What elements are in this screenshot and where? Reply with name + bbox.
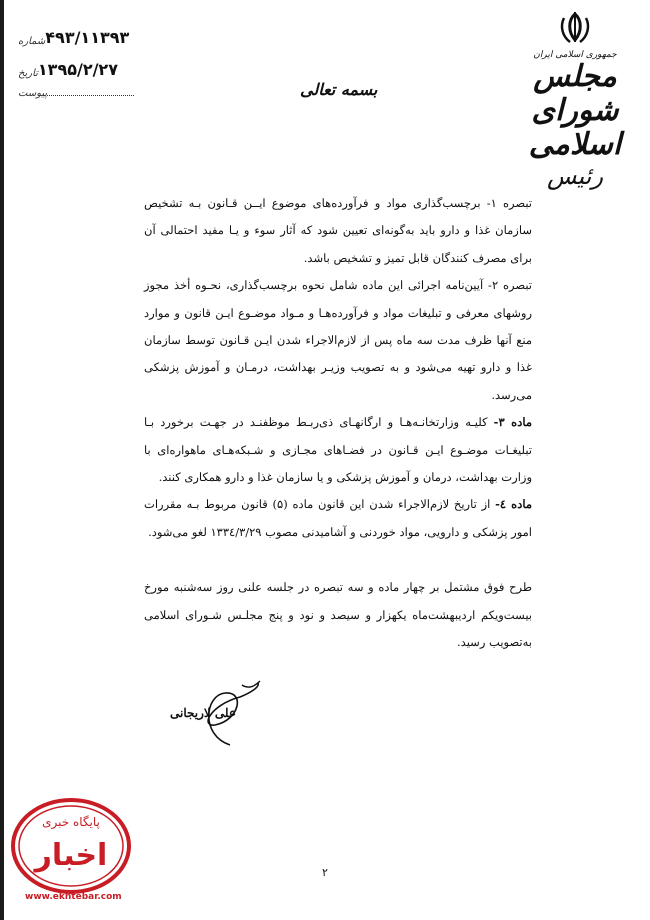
document-body bbox=[144, 190, 532, 657]
number-field bbox=[14, 28, 134, 47]
signatory-name: علی لاریجانی bbox=[170, 706, 237, 720]
article-4 bbox=[144, 491, 532, 546]
article-3-text: کلیـه وزارتخانـه‌هـا و ارگانهـای ذی‌ربـط موظفنـد در جهـت برخورد بـا تبلیغـات موضـوع ایـن قـانون در فضـاهای مجـازی و شـبکه‌هـای ماهواره‌ای با وزارت بهداشت، درمان و آموزش پزشکی و یا سازمان غذا و دارو همکاری کنند. bbox=[144, 415, 532, 485]
republic-text: جمهوری اسلامی ایران bbox=[533, 50, 617, 60]
stamp-site-url: www.ekhtebar.com bbox=[25, 892, 122, 902]
attachment-label: پیوست bbox=[18, 88, 48, 99]
basmala: بسمه تعالی bbox=[300, 80, 378, 99]
attachment-field bbox=[14, 88, 134, 99]
number-value: ۴۹۳/۱۱۳۹۳ bbox=[45, 28, 130, 47]
article-3 bbox=[144, 409, 532, 491]
closing-paragraph: طرح فوق مشتمل بر چهار ماده و سه تبصره در جلسه علنی روز سه‌شنبه مورخ بیست‌ویکم اردیبهشت‌ماه یکهزار و سیصد و نود و پنج مجلـس شـورای اسلامی به‌تصویب رسید. bbox=[144, 580, 532, 650]
iran-emblem-icon bbox=[520, 10, 630, 46]
stamp-brand: اخبار bbox=[34, 838, 108, 873]
chairman-label: رئیس bbox=[546, 162, 604, 190]
date-value: ۱۳۹۵/۲/۲۷ bbox=[37, 60, 118, 79]
article-3-heading: ماده ۳- bbox=[493, 415, 532, 430]
number-label: شماره bbox=[18, 36, 46, 47]
date-field bbox=[14, 60, 134, 79]
article-4-heading: ماده ٤- bbox=[495, 497, 532, 512]
article-4-text: از تاریخ لازم‌الاجراء شدن این قانون ماده (۵) قانون مربوط بـه مقررات امور پزشکی و دارویی، مواد خوردنی و آشامیدنی مصوب ۱۳۳٤/۳/۲۹ لغو می‌شود. bbox=[144, 497, 532, 539]
news-site-stamp-logo bbox=[6, 790, 136, 902]
note-1: تبصره ۱- برچسب‌گذاری مواد و فرآورده‌های موضوع ایــن قـانون بـه تشخیص سازمان غذا و دارو باید به‌گونه‌ای تعیین شود که آثار سوء و یـا مفید احتمالی آن برای مصرف کنندگان قابل تمیز و تشخیص باشد. bbox=[144, 196, 533, 265]
note-2: تبصره ۲- آیین‌نامه اجرائی این ماده شامل نحوه برچسب‌گذاری، نحـوه أخذ مجوز روشهای معرفی و تبلیغات مواد و فرآورده‌هـا و مـواد موضـوع ایـن قانون و موارد منع آنها ظرف مدت سه ماه پس از لازم‌الاجراء شدن ایـن قـانون توسط سازمان غذا و دارو تهیه می‌شود و به تصویب وزیـر بهداشت، درمـان و آموزش پزشکی می‌رسد. bbox=[144, 278, 533, 402]
parliament-title: مجلس شورای اسلامی bbox=[528, 59, 622, 162]
stamp-top-text: پایگاه خبری bbox=[42, 815, 100, 829]
page-number: ۲ bbox=[322, 866, 328, 879]
parliament-emblem bbox=[520, 10, 630, 190]
date-label: تاریخ bbox=[18, 68, 38, 79]
paragraph-gap bbox=[144, 546, 532, 574]
attachment-dots bbox=[47, 94, 134, 96]
page-edge-border bbox=[0, 0, 4, 920]
